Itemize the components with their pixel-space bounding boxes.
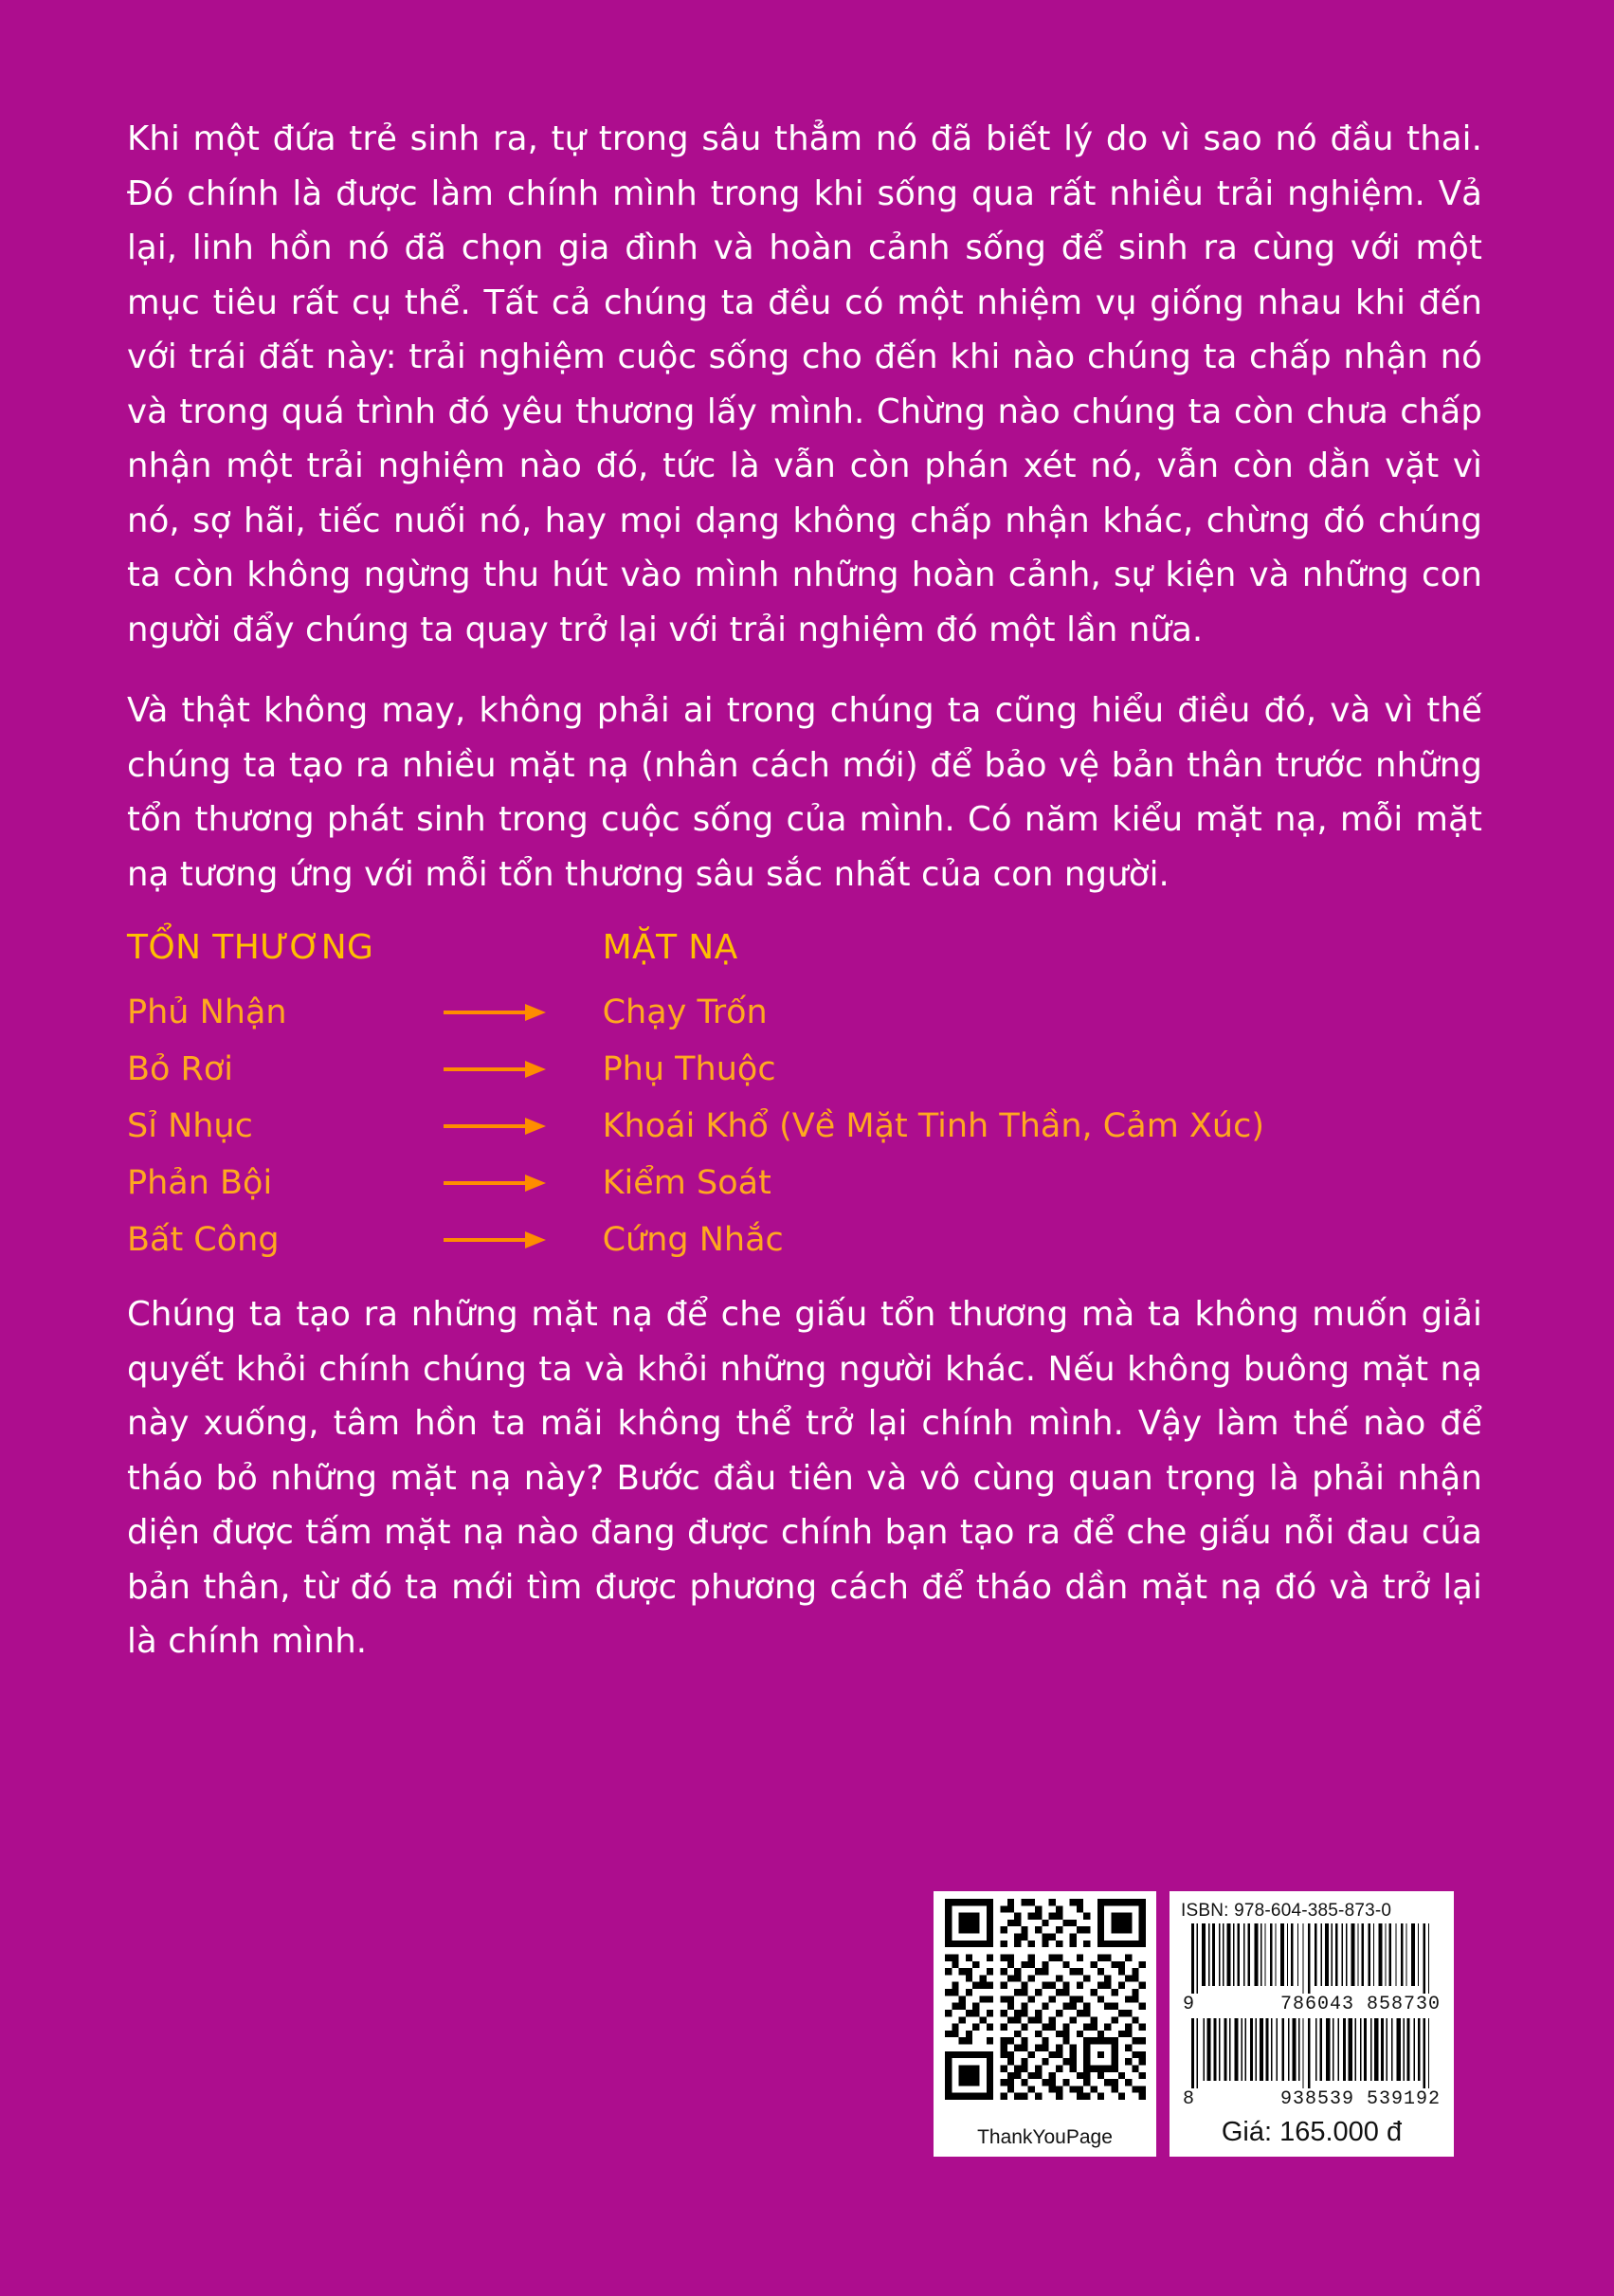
barcode-digit-leading: 8 — [1183, 2088, 1196, 2110]
barcode-digit-leading: 9 — [1183, 1994, 1196, 2015]
column-header-spacer — [444, 928, 602, 984]
mask-label: Chạy Trốn — [602, 993, 768, 1031]
arrow-right-icon — [444, 1173, 548, 1194]
mask-label: Kiểm Soát — [602, 1164, 771, 1202]
barcode-upper-icon — [1181, 1923, 1442, 1994]
paragraph-1: Khi một đứa trẻ sinh ra, tự trong sâu thẳm nó đã biết lý do vì sao nó đầu thai. Đó chính là được làm chính mình trong khi sống qua rất nhiều trải nghiệm. Vả lại, linh hồn nó đã chọn gia đình và hoàn cảnh sống để sinh ra cùng với một mục tiêu rất cụ thể. Tất cả chúng ta đều có một nhiệm vụ giống nhau khi đến với trái đất này: trải nghiệm cuộc sống cho đến khi nào chúng ta chấp nhận nó và trong quá trình đó yêu thương lấy mình. Chừng nào chúng ta còn chưa chấp nhận một trải nghiệm nào đó, tức là vẫn còn phán xét nó, vẫn còn dằn vặt vì nó, sợ hãi, tiếc nuối nó, hay mọi dạng không chấp nhận khác, chừng đó chúng ta còn không ngừng thu hút vào mình những hoàn cảnh, sự kiện và những con người đẩy chúng ta quay trở lại với trải nghiệm đó một lần nữa. — [127, 119, 1482, 649]
arrow-cell — [444, 1098, 602, 1155]
mask-label: Phụ Thuộc — [602, 1050, 776, 1088]
table-row — [127, 1041, 1264, 1098]
text-content — [127, 112, 1482, 1669]
wound-label: Phản Bội — [127, 1164, 273, 1202]
wound-label: Bỏ Rơi — [127, 1050, 234, 1088]
paragraph-3: Chúng ta tạo ra những mặt nạ để che giấu tổn thương mà ta không muốn giải quyết khỏi chính chúng ta và khỏi những người khác. Nếu không buông mặt nạ này xuống, tâm hồn ta mãi không thể trở lại chính mình. Vậy làm thế nào để tháo bỏ những mặt nạ này? Bước đầu tiên và vô cùng quan trọng là phải nhận diện được tấm mặt nạ nào đang được chính bạn tạo ra để che giấu nỗi đau của bản thân, từ đó ta mới tìm được phương cách để tháo dần mặt nạ đó và trở lại là chính mình. — [127, 1295, 1482, 1661]
qr-code-block — [934, 1891, 1156, 2157]
mask-label: Khoái Khổ (Về Mặt Tinh Thần, Cảm Xúc) — [602, 1107, 1264, 1145]
table-row — [127, 1212, 1264, 1268]
barcode-digits-bottom — [1181, 2088, 1442, 2113]
arrow-right-icon — [444, 1002, 548, 1023]
table-row — [127, 1098, 1264, 1155]
arrow-cell — [444, 1155, 602, 1212]
barcode-block — [1170, 1891, 1454, 2157]
wound-label: Phủ Nhận — [127, 993, 287, 1031]
arrow-cell — [444, 984, 602, 1041]
paragraph-2: Và thật không may, không phải ai trong chúng ta cũng hiểu điều đó, và vì thế chúng ta tạo ra nhiều mặt nạ (nhân cách mới) để bảo vệ bản thân trước những tổn thương phát sinh trong cuộc sống của mình. Có năm kiểu mặt nạ, mỗi mặt nạ tương ứng với mỗi tổn thương sâu sắc nhất của con người. — [127, 691, 1482, 894]
qr-code-label: ThankYouPage — [977, 2126, 1113, 2148]
table-row — [127, 984, 1264, 1041]
table-row — [127, 1155, 1264, 1212]
barcode-digit-group: 938539 539192 — [1279, 2088, 1441, 2110]
arrow-cell — [444, 1041, 602, 1098]
isbn-text: ISBN: 978-604-385-873-0 — [1181, 1901, 1392, 1921]
barcode-lower-icon — [1181, 2018, 1442, 2088]
wound-label: Bất Công — [127, 1221, 280, 1259]
wound-label: Sỉ Nhục — [127, 1107, 253, 1145]
qr-code-icon — [945, 1899, 1146, 2100]
mask-label: Cứng Nhắc — [602, 1221, 784, 1259]
arrow-right-icon — [444, 1116, 548, 1137]
barcode-digits-top — [1181, 1994, 1442, 2018]
barcode-digit-group: 786043 858730 — [1279, 1994, 1441, 2015]
footer-codes — [934, 1891, 1454, 2157]
arrow-cell — [444, 1212, 602, 1268]
arrow-right-icon — [444, 1230, 548, 1250]
column-header-mask: MẶT NẠ — [602, 928, 738, 967]
column-header-wound: TỔN THƯƠNG — [127, 928, 374, 967]
arrow-right-icon — [444, 1059, 548, 1080]
table-header-row — [127, 928, 1264, 984]
price-label: Giá: 165.000 đ — [1221, 2117, 1403, 2147]
wound-mask-table — [127, 928, 1264, 1268]
